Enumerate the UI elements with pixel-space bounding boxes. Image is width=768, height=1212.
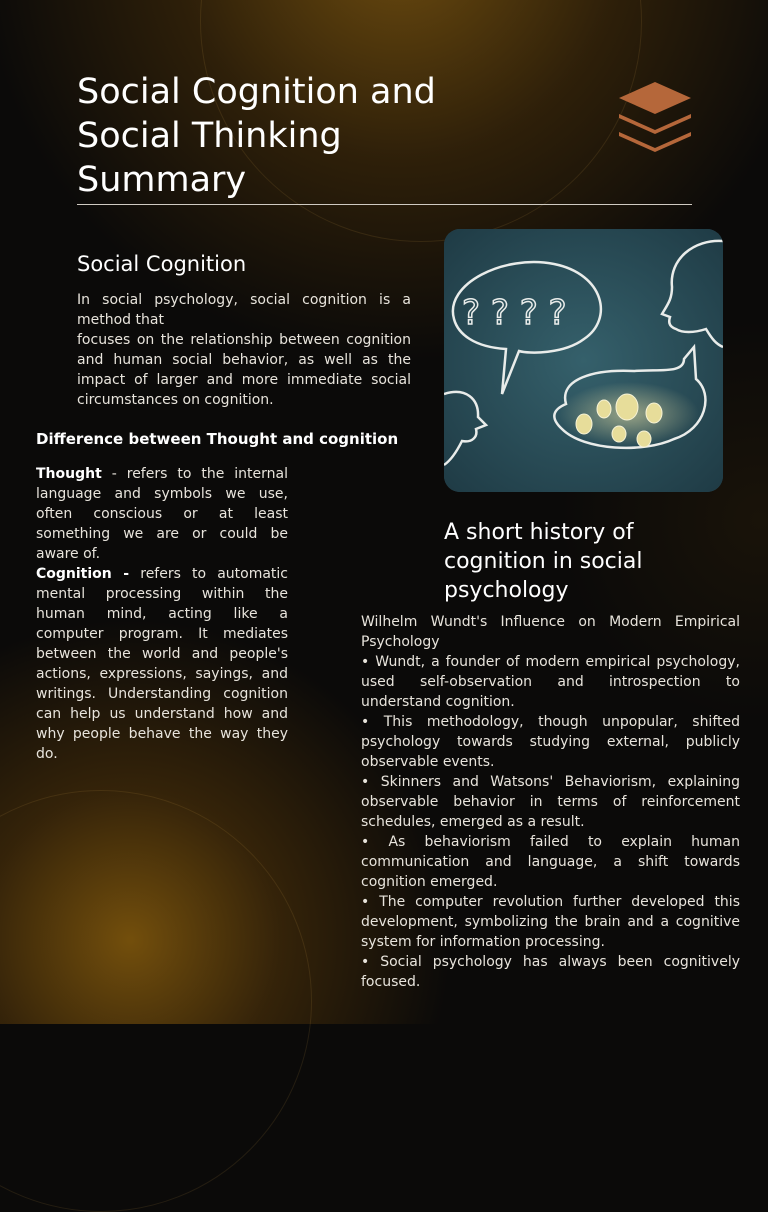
- thinking-heads-chalkboard-illustration: [444, 229, 723, 492]
- history-intro: Wilhelm Wundt's Influence on Modern Empirical Psychology: [361, 614, 740, 650]
- social-cognition-paragraph: [77, 290, 411, 410]
- section-heading-difference: Difference between Thought and cognition: [36, 430, 399, 448]
- definition-thought: - refers to the internal language and symbols we use, often conscious or at least something we are or could be aware of.: [36, 466, 288, 562]
- section-heading-social-cognition: Social Cognition: [77, 252, 247, 276]
- social-cognition-line: focuses on the relationship between cognition and human social behavior, as well as the impact of larger and more immediate social circumstances on cognition.: [77, 332, 411, 408]
- definition-cognition: refers to automatic mental processing within the human mind, acting like a computer program. It mediates between the world and people's actions, expressions, sayings, and writings. Understanding cognition can help us understand how and why people behave the way they do.: [36, 566, 288, 762]
- question-marks: ? ? ? ?: [462, 293, 567, 333]
- history-bullet: • As behaviorism failed to explain human communication and language, a shift towards cognition emerged.: [361, 834, 740, 890]
- thinking-heads-image: [444, 229, 723, 492]
- page-title: Social Cognition and Social Thinking Summary: [77, 72, 436, 200]
- history-bullet: • Wundt, a founder of modern empirical psychology, used self-observation and introspection to understand cognition.: [361, 654, 740, 710]
- history-paragraph: [361, 612, 740, 992]
- history-bullet: • Social psychology has always been cognitively focused.: [361, 954, 740, 990]
- section-heading-history: A short history of cognition in social psychology: [444, 520, 643, 603]
- term-cognition: Cognition -: [36, 566, 130, 582]
- history-bullet: • This methodology, though unpopular, shifted psychology towards studying external, publicly observable events.: [361, 714, 740, 770]
- title-divider: [77, 204, 692, 205]
- stacked-layers-icon: [617, 80, 693, 156]
- history-bullet: • Skinners and Watsons' Behaviorism, explaining observable behavior in terms of reinforcement schedules, emerged as a result.: [361, 774, 740, 830]
- term-thought: Thought: [36, 466, 102, 482]
- social-cognition-line: In social psychology, social cognition is a method that: [77, 292, 411, 328]
- history-bullet: • The computer revolution further developed this development, symbolizing the brain and a cognitive system for information processing.: [361, 894, 740, 950]
- definitions-paragraph: [36, 464, 288, 764]
